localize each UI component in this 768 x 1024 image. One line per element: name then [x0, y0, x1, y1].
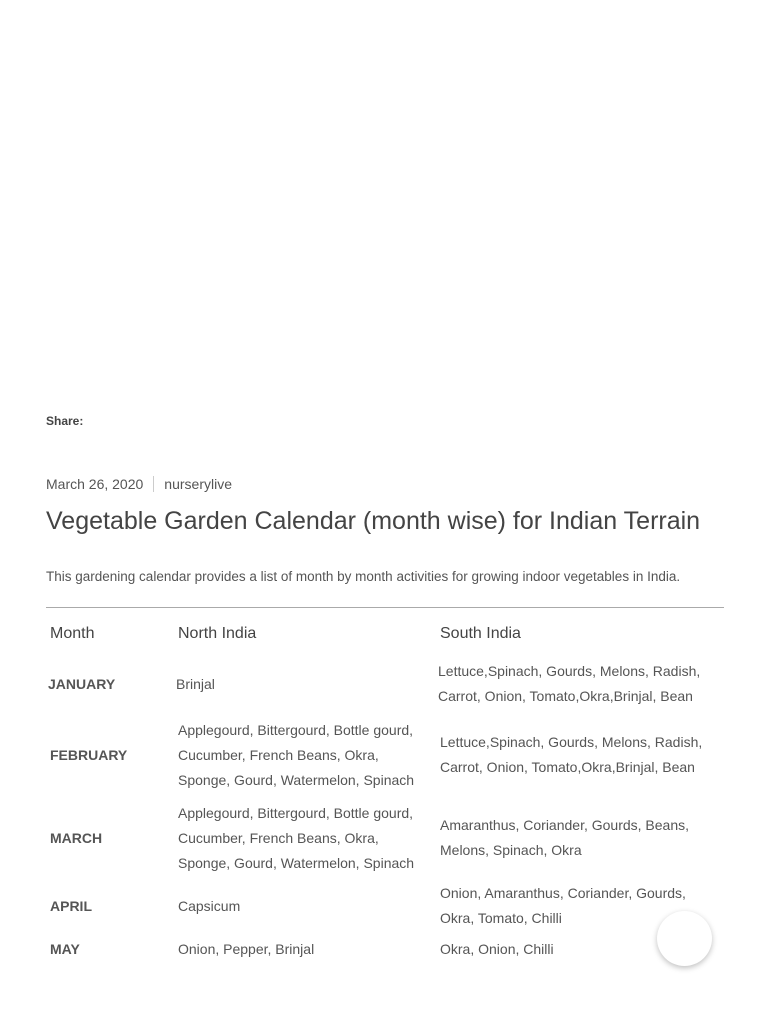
- floating-action-button[interactable]: [657, 911, 712, 966]
- table-row: [46, 934, 724, 964]
- table-header-row: [46, 612, 724, 656]
- south-cell: Okra, Onion, Chilli: [440, 940, 554, 957]
- month-cell: JANUARY: [48, 675, 116, 692]
- south-cell: Lettuce,Spinach, Gourds, Melons, Radish, Carrot, Onion, Tomato,Okra,Brinjal, Bean: [440, 734, 703, 775]
- post-meta: [46, 476, 232, 492]
- header-month: Month: [50, 625, 95, 642]
- south-cell: Lettuce,Spinach, Gourds, Melons, Radish, Carrot, Onion, Tomato,Okra,Brinjal, Bean: [438, 663, 701, 704]
- table-row: [46, 798, 724, 878]
- month-cell: FEBRUARY: [50, 746, 128, 763]
- share-label: Share:: [46, 414, 84, 428]
- header-south-india: South India: [440, 625, 521, 642]
- header-north-india: North India: [178, 625, 257, 642]
- meta-separator: [153, 476, 154, 492]
- north-cell: Brinjal: [176, 675, 215, 692]
- month-cell: MAY: [50, 940, 80, 957]
- divider: [46, 607, 724, 608]
- north-cell: Capsicum: [178, 897, 241, 914]
- north-cell: Applegourd, Bittergourd, Bottle gourd, Cucumber, French Beans, Okra, Sponge, Gourd, Watermelon, Spinach: [178, 721, 415, 788]
- south-cell: Amaranthus, Coriander, Gourds, Beans, Melons, Spinach, Okra: [440, 817, 690, 858]
- page-title: Vegetable Garden Calendar (month wise) for Indian Terrain: [46, 507, 701, 535]
- post-date[interactable]: March 26, 2020: [46, 476, 144, 492]
- south-cell: Onion, Amaranthus, Coriander, Gourds, Okra, Tomato, Chilli: [440, 885, 686, 926]
- intro-text: This gardening calendar provides a list of month by month activities for growing indoor vegetables in India.: [46, 569, 681, 584]
- north-cell: Applegourd, Bittergourd, Bottle gourd, Cucumber, French Beans, Okra, Sponge, Gourd, Watermelon, Spinach: [178, 804, 415, 871]
- table-row: [46, 656, 724, 712]
- month-cell: MARCH: [50, 829, 103, 846]
- calendar-table: [46, 612, 724, 964]
- month-cell: APRIL: [50, 897, 92, 914]
- north-cell: Onion, Pepper, Brinjal: [178, 940, 315, 957]
- post-author[interactable]: nurserylive: [164, 476, 232, 492]
- table-row: [46, 712, 724, 798]
- table-row: [46, 878, 724, 934]
